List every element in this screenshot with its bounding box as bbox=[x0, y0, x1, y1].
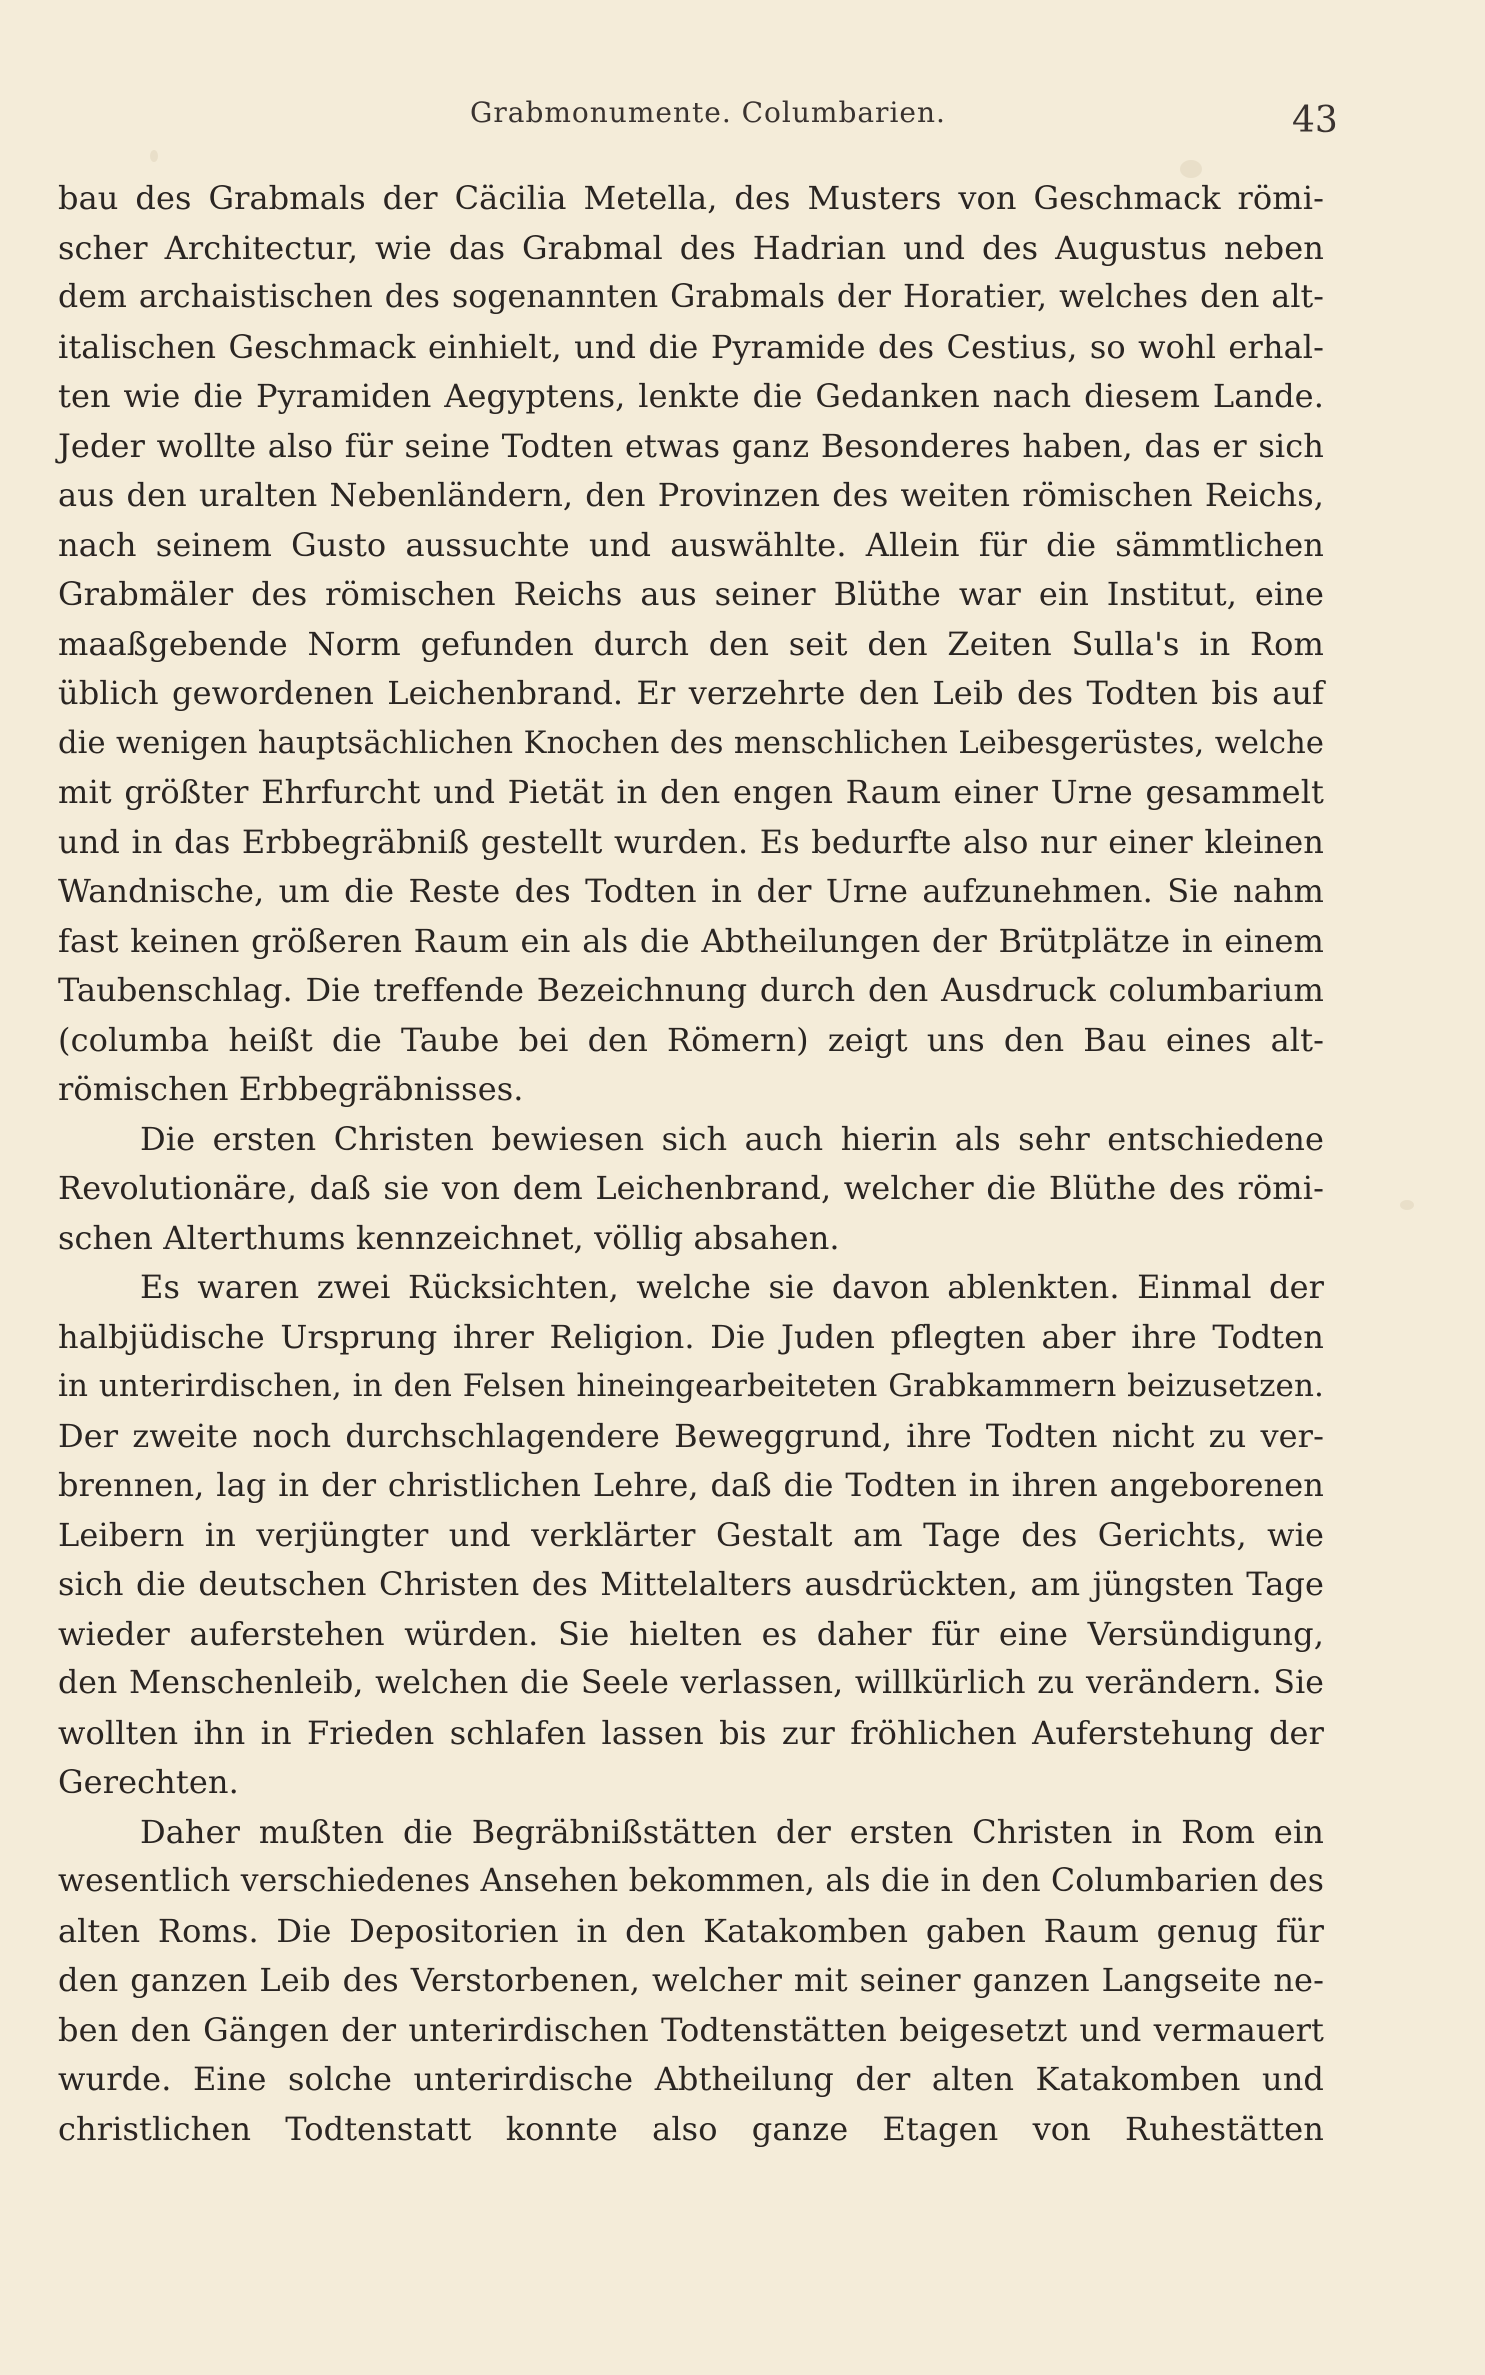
text-line: alten Roms. Die Depositorien in den Katakomben gaben Raum genug für bbox=[58, 1911, 1324, 1950]
text-line: Revolutionäre, daß sie von dem Leichenbrand, welcher die Blüthe des römi- bbox=[58, 1169, 1324, 1207]
text-line: wurde. Eine solche unterirdische Abtheilung der alten Katakomben und bbox=[58, 2060, 1324, 2098]
page-number: 43 bbox=[1292, 100, 1338, 141]
body-text bbox=[58, 174, 1324, 2154]
text-line: (columba heißt die Taube bei den Römern) zeigt uns den Bau eines alt- bbox=[58, 1020, 1324, 1059]
text-line: Leibern in verjüngter und verklärter Gestalt am Tage des Gerichts, wie bbox=[58, 1515, 1324, 1554]
text-line: sich die deutschen Christen des Mittelalters ausdrückten, am jüngsten Tage bbox=[58, 1565, 1324, 1603]
text-line: und in das Erbbegräbniß gestellt wurden. Es bedurfte also nur einer kleinen bbox=[58, 822, 1324, 861]
text-line: Der zweite noch durchschlagendere Beweggrund, ihre Todten nicht zu ver- bbox=[58, 1416, 1324, 1455]
text-line: Die ersten Christen bewiesen sich auch hierin als sehr entschiedene bbox=[140, 1119, 1324, 1158]
text-line: Gerechten. bbox=[58, 1763, 239, 1801]
text-line: Wandnische, um die Reste des Todten in der Urne aufzunehmen. Sie nahm bbox=[58, 872, 1324, 910]
text-line: bau des Grabmals der Cäcilia Metella, des Musters von Geschmack römi- bbox=[58, 179, 1324, 217]
text-line: Taubenschlag. Die treffende Bezeichnung durch den Ausdruck columbarium bbox=[58, 971, 1324, 1009]
text-line: den Menschenleib, welchen die Seele verlassen, willkürlich zu verändern. Sie bbox=[58, 1665, 1324, 1701]
text-line: Jeder wollte also für seine Todten etwas ganz Besonderes haben, das er sich bbox=[58, 426, 1324, 465]
text-line: römischen Erbbegräbnisses. bbox=[58, 1070, 524, 1108]
text-line: Daher mußten die Begräbnißstätten der ersten Christen in Rom ein bbox=[140, 1812, 1324, 1851]
running-head: Grabmonumente. Columbarien. bbox=[470, 96, 946, 129]
text-line: wieder auferstehen würden. Sie hielten es daher für eine Versündigung, bbox=[58, 1614, 1324, 1653]
paper-stain bbox=[1400, 1200, 1414, 1210]
text-line: aus den uralten Nebenländern, den Provinzen des weiten römischen Reichs, bbox=[58, 476, 1324, 514]
text-line: wollten ihn in Frieden schlafen lassen bis zur fröhlichen Auferstehung der bbox=[58, 1713, 1324, 1752]
text-line: in unterirdischen, in den Felsen hineingearbeiteten Grabkammern beizusetzen. bbox=[58, 1368, 1324, 1404]
text-line: wesentlich verschiedenes Ansehen bekommen, als die in den Columbarien des bbox=[58, 1863, 1324, 1899]
text-line: fast keinen größeren Raum ein als die Abtheilungen der Brütplätze in einem bbox=[58, 921, 1324, 960]
text-line: den ganzen Leib des Verstorbenen, welcher mit seiner ganzen Langseite ne- bbox=[58, 1961, 1324, 1999]
text-line: christlichen Todtenstatt konnte also ganze Etagen von Ruhestätten bbox=[58, 2109, 1324, 2148]
text-line: üblich gewordenen Leichenbrand. Er verzehrte den Leib des Todten bis auf bbox=[58, 674, 1324, 712]
text-line: die wenigen hauptsächlichen Knochen des menschlichen Leibesgerüstes, welche bbox=[58, 725, 1324, 761]
text-line: Grabmäler des römischen Reichs aus seiner Blüthe war ein Institut, eine bbox=[58, 575, 1324, 613]
text-line: scher Architectur, wie das Grabmal des Hadrian und des Augustus neben bbox=[58, 228, 1324, 267]
text-line: halbjüdische Ursprung ihrer Religion. Die Juden pflegten aber ihre Todten bbox=[58, 1317, 1324, 1356]
text-line: italischen Geschmack einhielt, und die Pyramide des Cestius, so wohl erhal- bbox=[58, 327, 1324, 366]
text-line: ten wie die Pyramiden Aegyptens, lenkte die Gedanken nach diesem Lande. bbox=[58, 377, 1324, 415]
text-line: Es waren zwei Rücksichten, welche sie davon ablenkten. Einmal der bbox=[140, 1268, 1324, 1306]
text-line: brennen, lag in der christlichen Lehre, daß die Todten in ihren angeborenen bbox=[58, 1466, 1324, 1504]
text-line: schen Alterthums kennzeichnet, völlig absahen. bbox=[58, 1218, 840, 1257]
text-line: ben den Gängen der unterirdischen Todtenstätten beigesetzt und vermauert bbox=[58, 2010, 1324, 2049]
text-line: nach seinem Gusto aussuchte und auswählte. Allein für die sämmtlichen bbox=[58, 525, 1324, 564]
text-line: mit größter Ehrfurcht und Pietät in den engen Raum einer Urne gesammelt bbox=[58, 773, 1324, 811]
text-line: dem archaistischen des sogenannten Grabmals der Horatier, welches den alt- bbox=[58, 279, 1324, 315]
paper-stain bbox=[150, 150, 158, 162]
text-line: maaßgebende Norm gefunden durch den seit den Zeiten Sulla's in Rom bbox=[58, 624, 1324, 663]
